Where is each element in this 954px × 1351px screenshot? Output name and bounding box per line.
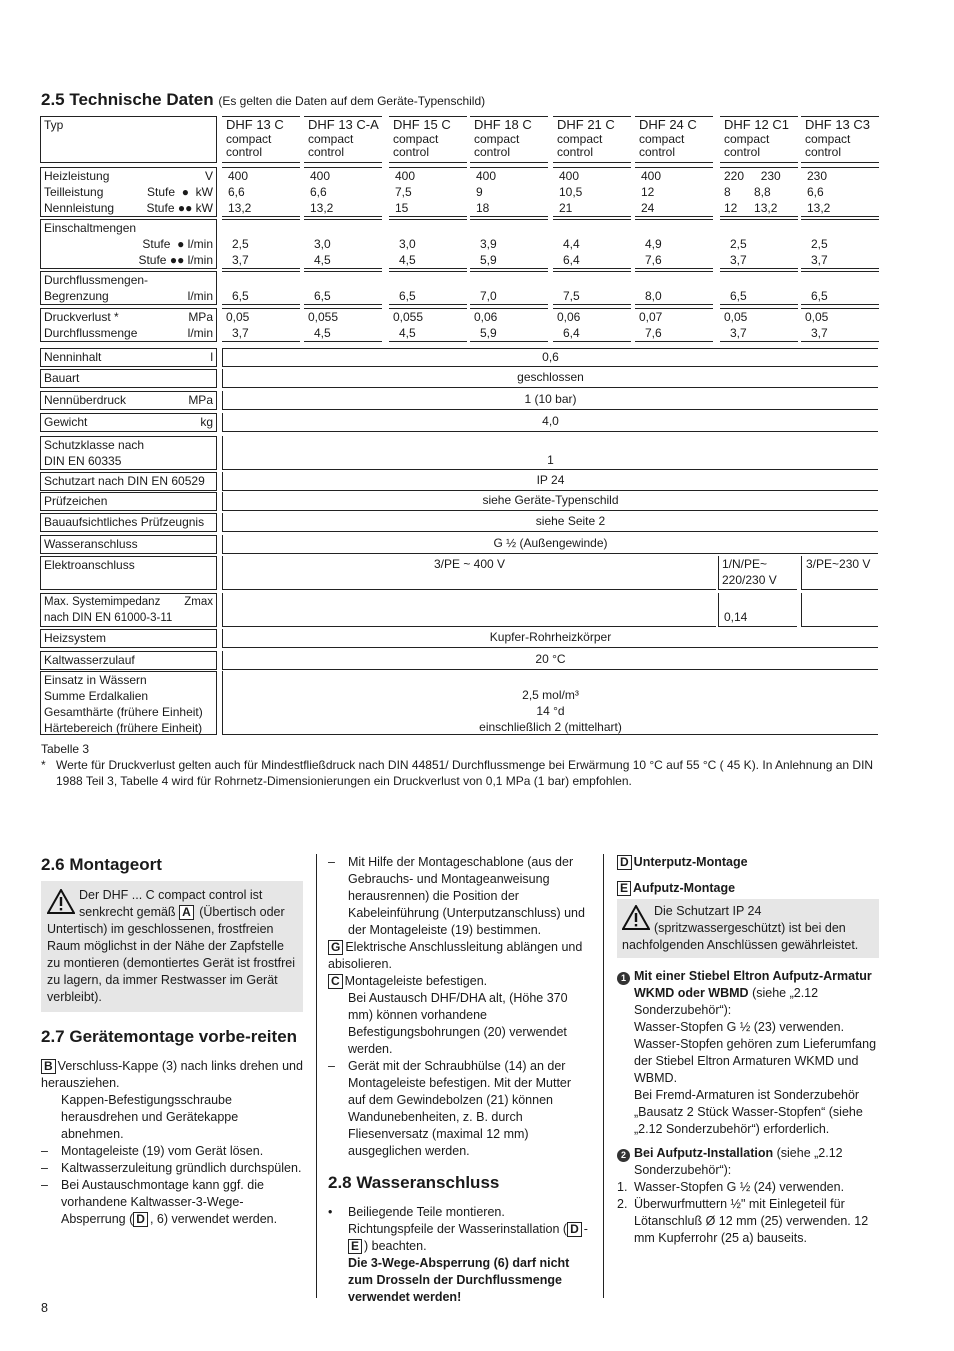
wasseranschluss-value: G ½ (Außengewinde) (222, 535, 878, 554)
heizleistung-values: 230 6,6 13,2 (801, 167, 879, 217)
impedanz-label: Max. Systemimpedanz Zmax nach DIN EN 61000-3-11 (40, 593, 217, 627)
list-item: – Mit Hilfe der Montageschablone (aus der Gebrauchs- und Montageanweisung herausrennen) die Position der Kabeleinführung (Unterputzanschluss) und der Montageleiste (19) bestimmen. (328, 855, 585, 937)
nenninhalt-value: 0,6 (222, 348, 878, 367)
list-item: – Kaltwasserzuleitung gründlich durchspülen. (41, 1161, 302, 1175)
model-header: DHF 24 C compact control (635, 116, 713, 163)
figure-ref-c: C (328, 974, 343, 989)
druckverlust-label: Druckverlust * MPa Durchflussmenge l/min (40, 308, 217, 342)
impedanz-empty-c3 (801, 593, 878, 627)
number-1-icon: 1 (617, 972, 630, 985)
begrenzung-value: 7,0 (470, 271, 548, 305)
model-header: DHF 21 C compact control (553, 116, 631, 163)
column-divider (316, 854, 317, 1298)
bauaufsicht-label: Bauaufsichtliches Prüfzeugnis (40, 513, 217, 532)
druckverlust-values: 0,05 3,7 (720, 308, 798, 342)
pruefzeichen-value: siehe Geräte-Typenschild (222, 492, 878, 511)
model-header: DHF 13 C-A compact control (304, 116, 382, 163)
pruefzeichen-label: Prüfzeichen (40, 492, 217, 511)
number-2-icon: 2 (617, 1149, 630, 1162)
einschaltmengen-label: Einschaltmengen Stufe ● l/min Stufe ●● l/min (40, 219, 217, 269)
model-header: DHF 18 C compact control (470, 116, 548, 163)
list-item: – Bei Austauschmontage kann ggf. die vorhandene Kaltwasser-3-Wege-Absperrung ( D , 6) verwendet werden. (41, 1178, 278, 1226)
einschaltmengen-values: 3,9 5,9 (470, 219, 548, 269)
bauart-value: geschlossen (222, 369, 878, 388)
einschaltmengen-values: 4,9 7,6 (635, 219, 713, 269)
ref-e-aufputz: E Aufputz-Montage (617, 880, 879, 897)
druckverlust-values: 0,06 6,4 (553, 308, 631, 342)
list-item: 2. Überwurfmuttern ½" mit Einlegeteil für Lötanschluß Ø 12 mm (25) verwenden. 12 mm Kupferrohr (25 a) bauseits. (617, 1197, 869, 1245)
warning-triangle-icon (47, 889, 75, 919)
heizleistung-label: Heizleistung V Teilleistung Stufe ● kW Nennleistung Stufe ●● kW (40, 167, 217, 217)
figure-ref-g: G (328, 940, 343, 955)
warning-box-montageort: Der DHF ... C compact control ist senkrecht gemäß A (Übertisch oder Untertisch) im geschlossenen, frostfreien Raum möglichst in der Nähe der Zapfstelle zu montieren (demontiertes Gerät ist frostfrei zu lagern, da immer Restwasser im Gerät verbleibt). (41, 881, 303, 1012)
schutzklasse-label: Schutzklasse nach DIN EN 60335 (40, 436, 217, 470)
begrenzung-value: 6,5 (304, 271, 382, 305)
heizsystem-label: Heizsystem (40, 629, 217, 648)
druckverlust-values: 0,05 3,7 (222, 308, 300, 342)
druckverlust-values: 0,07 7,6 (635, 308, 713, 342)
einsatz-values: 2,5 mol/m³ 14 °d einschließlich 2 (mittelhart) (222, 671, 878, 735)
nenninhalt-label: Nenninhalt l (40, 348, 217, 367)
nennueberdruck-label: Nennüberdruck MPa (40, 391, 217, 410)
figure-ref-d: D (617, 855, 632, 870)
step-g: G Elektrische Anschlussleitung ablängen und abisolieren. (328, 940, 583, 971)
begrenzung-value: 6,5 (801, 271, 879, 305)
wasseranschluss-label: Wasseranschluss (40, 535, 217, 554)
gewicht-label: Gewicht kg (40, 413, 217, 432)
bauart-label: Bauart (40, 369, 217, 388)
nennueberdruck-value: 1 (10 bar) (222, 391, 878, 410)
column-3 (617, 854, 879, 1247)
section-subtitle: (Es gelten die Daten auf dem Geräte-Typenschild) (218, 94, 486, 108)
elektroanschluss-label: Elektroanschluss (40, 556, 217, 590)
begrenzung-value: 7,5 (553, 271, 631, 305)
page-number: 8 (41, 1301, 48, 1315)
figure-ref-a: A (179, 905, 194, 920)
begrenzung-label: Durchflussmengen- Begrenzung l/min (40, 271, 217, 305)
figure-ref-e: E (617, 881, 631, 896)
step-b: B Verschluss-Kappe (3) nach links drehen und herausziehen. (41, 1059, 303, 1090)
elektro-value-main: 3/PE ~ 400 V (222, 556, 716, 590)
model-header: DHF 12 C1 compact control (720, 116, 798, 163)
heizleistung-values: 220 230 8 8,8 12 13,2 (720, 167, 798, 217)
druckverlust-values: 0,055 4,5 (304, 308, 382, 342)
heading-montageort: 2.6 Montageort (41, 855, 162, 874)
heizleistung-values: 400 7,5 15 (389, 167, 467, 217)
figure-ref-e: E (348, 1239, 362, 1254)
model-header: DHF 13 C3 compact control (801, 116, 879, 163)
kaltwasser-label: Kaltwasserzulauf (40, 651, 217, 670)
schutzklasse-value: 1 (222, 436, 878, 470)
column-1: 2.6 Montageort Der DHF ... C compact control ist senkrecht gemäß A (Übertisch oder Untertisch) im geschlossenen, frostfreien Raum möglichst in der Nähe der Zapfstelle zu montieren (demontiertes Gerät ist frostfrei zu lagern, da immer Restwasser im Gerät verbleibt). 2.7 Gerätemontage vorbe-reiten B Verschluss-Kappe (3) nach links drehen und herausziehen. Kappen-Befestigungsschraube herausdrehen und Gerätekappe abnehmen. – Montageleiste (19) vom Gerät lösen. – Kaltwasserzuleitung gründlich durchspülen. – Bei Austauschmontage kann ggf. die vorhandene Kaltwasser-3-Wege-Absperrung ( D , 6) verwendet werden. (41, 855, 303, 1226)
option-1: 1 Mit einer Stiebel Eltron Aufputz-Armatur WKMD oder WBMD (siehe „2.12 Sonderzubehör“): Wasser-Stopfen G ½ (23) verwenden. Wasser-Stopfen gehören zum Lieferumfang der Stiebel Eltron Armaturen WKMD und WBMD. Bei Fremd-Armaturen ist Sonderzubehör „Bausatz 2 Stück Wasser-Stopfen“ (siehe „2.12 Sonderzubehör“) erforderlich. (617, 968, 879, 1138)
begrenzung-value: 6,5 (389, 271, 467, 305)
heizleistung-values: 400 9 18 (470, 167, 548, 217)
einschaltmengen-values: 4,4 6,4 (553, 219, 631, 269)
typ-label-cell: Typ (40, 116, 217, 163)
einsatz-label: Einsatz in Wässern Summe Erdalkalien Gesamthärte (frühere Einheit) Härtebereich (frühere Einheit) (40, 671, 217, 735)
list-item: • Beiliegende Teile montieren. Richtungspfeile der Wasserinstallation ( D -E ) beachten. Die 3-Wege-Absperrung (6) darf nicht zum Drosseln der Durchflussmenge verwendet werden! (328, 1205, 588, 1304)
heizleistung-values: 400 12 24 (635, 167, 713, 217)
figure-ref-d: D (133, 1212, 148, 1227)
heizleistung-values: 400 10,5 21 (553, 167, 631, 217)
einschaltmengen-values: 3,0 4,5 (304, 219, 382, 269)
model-header: DHF 15 C compact control (389, 116, 467, 163)
table-notes: Tabelle 3 * Werte für Druckverlust gelten auch für Mindestfließdruck nach DIN 44851/ Durchflussmenge bei Erwärmung 10 °C auf 55 °C ( 45 K). In Anlehnung an DIN 1988 Teil 3, Tabelle 4 wird für Rohrnetz-Dimensionierungen ein Druckverlust von 0,1 MPa (1 bar) empfohlen. (41, 741, 881, 789)
elektro-value-c1: 1/N/PE~ 220/230 V (718, 556, 797, 590)
figure-ref-b: B (41, 1059, 56, 1074)
heizleistung-values: 400 6,6 13,2 (304, 167, 382, 217)
einschaltmengen-values: 2,5 3,7 (222, 219, 300, 269)
column-2: – Mit Hilfe der Montageschablone (aus der Gebrauchs- und Montageanweisung herausrennen) die Position der Kabeleinführung (Unterputzanschluss) und der Montageleiste (19) bestimmen. G Elektrische Anschlussleitung ablängen und abisolieren. C Montageleiste befestigen. Bei Austausch DHF/DHA alt, (Höhe 370 mm) können vorhandene Befestigungsbohrungen (20) verwendet werden. – Gerät mit der Schraubhülse (14) an der Montageleiste befestigen. Mit der Mutter auf dem Gewindebolzen (21) können Wandunebenheiten, z. B. durch Fliesenversatz (maximal 12 mm) ausgeglichen werden. 2.8 Wasseranschluss • Beiliegende Teile montieren. Richtungspfeile der Wasserinstallation ( D -E ) beachten. Die 3-Wege-Absperrung (6) darf nicht zum Drosseln der Durchflussmenge verwendet werden! (328, 854, 590, 1306)
elektro-value-c3: 3/PE~230 V (801, 556, 878, 590)
section-title-technische-daten: 2.5 Technische Daten (Es gelten die Daten auf dem Geräte-Typenschild) (41, 90, 486, 109)
model-header: DHF 13 C compact control (222, 116, 300, 163)
heizsystem-value: Kupfer-Rohrheizkörper (222, 629, 878, 648)
impedanz-empty (222, 593, 716, 627)
step-c: C Montageleiste befestigen. (328, 973, 590, 990)
heading-geraetemontage: 2.7 Gerätemontage vorbe-reiten (41, 1027, 298, 1046)
einschaltmengen-values: 2,5 3,7 (801, 219, 879, 269)
footnote-text: Werte für Druckverlust gelten auch für Mindestfließdruck nach DIN 44851/ Durchflussmenge bei Erwärmung 10 °C auf 55 °C ( 45 K). In Anlehnung an DIN 1988 Teil 3, Tabelle 4 wird für Rohrnetz-Dimensionierungen ein Druckverlust von 0,1 MPa (1 bar) empfohlen. (56, 758, 874, 788)
warning-box-schutzart: Die Schutzart IP 24 (spritzwassergeschützt) ist bei den nachfolgenden Anschlüssen gewährleistet. (617, 899, 879, 958)
kaltwasser-value: 20 °C (222, 651, 878, 670)
schutzart-value: IP 24 (222, 472, 878, 491)
column-divider (603, 854, 604, 1298)
bauaufsicht-value: siehe Seite 2 (222, 513, 878, 532)
druckverlust-values: 0,055 4,5 (389, 308, 467, 342)
table-caption: Tabelle 3 (41, 742, 90, 756)
druckverlust-values: 0,05 3,7 (801, 308, 879, 342)
technical-data-table (40, 116, 878, 735)
ref-d-unterputz: D Unterputz-Montage (617, 854, 879, 871)
einschaltmengen-values: 2,5 3,7 (720, 219, 798, 269)
begrenzung-value: 8,0 (635, 271, 713, 305)
list-item: 1. Wasser-Stopfen G ½ (24) verwenden. (617, 1180, 845, 1194)
begrenzung-value: 6,5 (222, 271, 300, 305)
heizleistung-values: 400 6,6 13,2 (222, 167, 300, 217)
druckverlust-values: 0,06 5,9 (470, 308, 548, 342)
warning-triangle-icon (622, 905, 650, 935)
einschaltmengen-values: 3,0 4,5 (389, 219, 467, 269)
schutzart-label: Schutzart nach DIN EN 60529 (40, 472, 217, 491)
begrenzung-value: 6,5 (720, 271, 798, 305)
list-item: – Montageleiste (19) vom Gerät lösen. (41, 1144, 264, 1158)
option-2: 2 Bei Aufputz-Installation (siehe „2.12 Sonderzubehör“): (617, 1145, 879, 1179)
gewicht-value: 4,0 (222, 413, 878, 432)
list-item: – Gerät mit der Schraubhülse (14) an der Montageleiste befestigen. Mit der Mutter auf dem Gewindebolzen (21) können Wandunebenheiten, z. B. durch Fliesenversatz (maximal 12 mm) ausgeglichen werden. (328, 1059, 572, 1158)
impedanz-value: 0,14 (718, 593, 797, 627)
heading-wasseranschluss: 2.8 Wasseranschluss (328, 1173, 500, 1192)
figure-ref-d: D (567, 1222, 582, 1237)
